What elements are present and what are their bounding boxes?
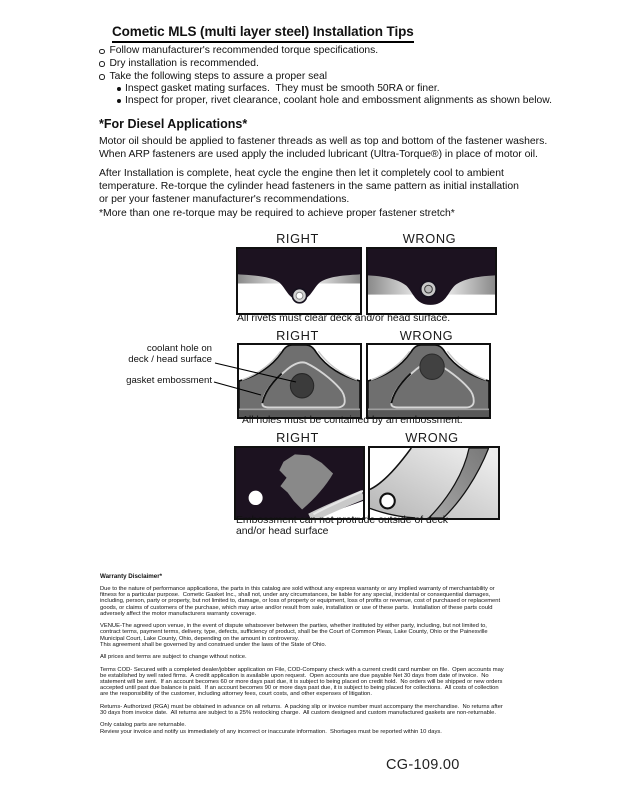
rivet-clearance-right-drawing <box>238 249 360 313</box>
label-line: deck / head surface <box>128 353 212 365</box>
diesel-paragraph-1 <box>99 135 547 161</box>
bolt-hole <box>380 494 394 509</box>
diesel-heading: *For Diesel Applications* <box>99 117 248 131</box>
bolt-hole <box>249 491 263 505</box>
legal-line: All prices and terms are subject to change without notice. <box>100 654 247 661</box>
legal-paragraph <box>100 586 540 617</box>
legal-line: Due to the nature of performance applications, the parts in this catalog are sold without any express warranty or any implied warranty of merchantability or <box>100 586 495 592</box>
legal-line: fitness for a particular purpose. Cometic Gasket Inc., shall not, under any circumstances, be liable for any special, incidental or consequential damages, <box>100 592 491 599</box>
row2-wrong-label: WRONG <box>399 328 454 343</box>
coolant-hole-misaligned <box>420 354 444 379</box>
legal-line: statement will be sent. If an account becomes 60 or more days past due, it is subject to being placed on credit hold. No orders will be shipped or new orders <box>100 679 503 685</box>
legal-line: including, person, party or property, but not limited to, damage, or loss of property or equipment, loss of profits or revenue, cost of purchased or replacement <box>100 598 501 605</box>
legal-line: Municipal Court, Lake County, Ohio, depending on the amount in controversy. <box>100 635 299 642</box>
legal-line: 30 days from invoice date. All returns are subject to a 25% restocking charge. All custom designed and custom manufactured gaskets are non-returnable. <box>100 710 497 716</box>
embossment-leader-line <box>214 382 261 395</box>
open-bullet-icon <box>99 61 105 67</box>
retorque-note: *More than one re-torque may be required to achieve proper fastener stretch* <box>99 208 455 219</box>
rivet-clearance-wrong-drawing <box>368 249 495 313</box>
diagram-protrude-right-image <box>234 446 365 520</box>
paragraph-line: temperature. Re-torque the cylinder head fasteners in the same pattern as initial installation <box>99 181 519 192</box>
label-line: coolant hole on <box>146 343 212 354</box>
subtip-item-text: Inspect for proper, rivet clearance, coolant hole and embossment alignments as shown below. <box>125 95 552 107</box>
legal-line: Review your invoice and notify us immediately of any incorrect or inaccurate information. Shortages must be reported within 10 days. <box>100 728 442 735</box>
coolant-hole-leader-line <box>215 363 296 382</box>
tip-item-text: Take the following steps to assure a proper seal <box>109 70 328 82</box>
gasket-embossment-label: gasket embossment <box>126 375 212 386</box>
legal-line: contract terms, payment terms, delivery, type, defects, sufficiency of product, shall be the Court of Common Pleas, Lake County, Ohio or the Painesville <box>100 629 488 636</box>
filled-bullet-icon <box>117 99 121 103</box>
rivet-inner <box>425 285 433 293</box>
legal-paragraph <box>100 654 540 660</box>
row2-right-label: RIGHT <box>276 328 319 343</box>
warranty-disclaimer-heading: Warranty Disclaimer* <box>100 573 163 580</box>
row3-caption <box>236 515 448 537</box>
subtip-item <box>117 95 552 107</box>
paragraph-line: After Installation is complete, heat cycle the engine then let it completely cool to ambient <box>99 168 504 179</box>
coolant-hole-label <box>100 344 212 365</box>
tip-item <box>99 45 378 58</box>
row3-wrong-label: WRONG <box>405 430 459 445</box>
installation-subtips-list <box>117 83 552 108</box>
filled-bullet-icon <box>117 87 121 91</box>
tip-item <box>99 58 378 71</box>
row1-right-label: RIGHT <box>276 231 319 246</box>
subtip-item <box>117 83 552 95</box>
deck-edge-line <box>239 409 360 411</box>
subtip-item-text: Inspect gasket mating surfaces. They must be smooth 50RA or finer. <box>125 83 440 94</box>
diagram-rivet-right-image <box>236 247 362 315</box>
diagram-embossment-wrong-image <box>366 343 491 419</box>
caption-line: and/or head surface <box>236 526 329 538</box>
row2-caption: All holes must be contained by an embossment. <box>242 415 463 426</box>
embossment-protruding-wrong-drawing <box>370 448 498 518</box>
legal-line: This agreement shall be governed by and construed under the laws of the State of Ohio. <box>100 641 327 648</box>
diagram-rivet-wrong-image <box>366 247 497 315</box>
paragraph-line: When ARP fasteners are used apply the included lubricant (Ultra-Torque®) in place of motor oil. <box>99 149 538 160</box>
legal-line: VENUE-The agreed upon venue, in the event of dispute whatsoever between the parties, whether instituted by either party, including, but not limited to, <box>100 623 487 630</box>
legal-line: adversely affect the motor manufacturers warranty coverage. <box>100 610 257 617</box>
legal-line: accepted until past due balance is paid. If an account becomes 90 or more days past due, it is subject to being placed for collections. All costs of collection <box>100 685 499 692</box>
tip-item-text: Dry installation is recommended. <box>109 57 259 69</box>
legal-line: be established by well rated firms. A credit application is available upon request. Open accounts are due payable Net 30 days from date of invoice. No <box>100 672 489 679</box>
paragraph-line: Motor oil should be applied to fastener threads as well as top and bottom of the fastener washers. <box>99 136 548 147</box>
legal-line: Returns- Authorized (RGA) must be obtained in advance on all returns. A packing slip or invoice number must accompany the merchandise. No returns after <box>100 703 503 710</box>
legal-paragraph <box>100 704 540 716</box>
tip-item <box>99 71 378 84</box>
open-bullet-icon <box>99 74 105 80</box>
legal-line: goods, or claims of customers of the purchase, which may arise and/or result from sale, installation or use of these parts. Installation of these parts could <box>100 604 493 611</box>
legal-paragraph <box>100 623 540 648</box>
rivet-inner <box>296 292 303 299</box>
row1-caption: All rivets must clear deck and/or head surface. <box>237 313 451 324</box>
hole-in-embossment-wrong-drawing <box>368 345 489 417</box>
caption-line: Embossment can not protrude outside of deck <box>236 515 448 526</box>
diagram-protrude-wrong-image <box>368 446 500 520</box>
embossment-contained-right-drawing <box>236 448 363 518</box>
legal-paragraph <box>100 722 540 734</box>
label-leader-lines <box>212 355 302 400</box>
diesel-paragraph-2 <box>99 167 519 206</box>
legal-line: Only catalog parts are returnable. <box>100 722 187 729</box>
deck-edge-line <box>368 409 489 411</box>
page-title: Cometic MLS (multi layer steel) Installation Tips <box>112 24 414 43</box>
legal-paragraph <box>100 667 540 698</box>
open-bullet-icon <box>99 49 105 55</box>
row3-right-label: RIGHT <box>276 430 319 445</box>
row1-wrong-label: WRONG <box>402 231 457 246</box>
legal-section <box>100 573 540 741</box>
legal-line: are the responsibility of the customer, including attorney fees, court costs, and other expenses of litigation. <box>100 691 372 698</box>
tip-item-text: Follow manufacturer's recommended torque specifications. <box>109 45 379 56</box>
installation-tips-list <box>99 45 378 83</box>
paragraph-line: or per your fastener manufacturer's recommendations. <box>99 194 350 205</box>
document-code: CG-109.00 <box>386 757 460 773</box>
legal-line: Terms COD- Secured with a completed dealer/jobber application on File, COD-Company check with a current credit card number on file. Open accounts may <box>100 666 504 673</box>
